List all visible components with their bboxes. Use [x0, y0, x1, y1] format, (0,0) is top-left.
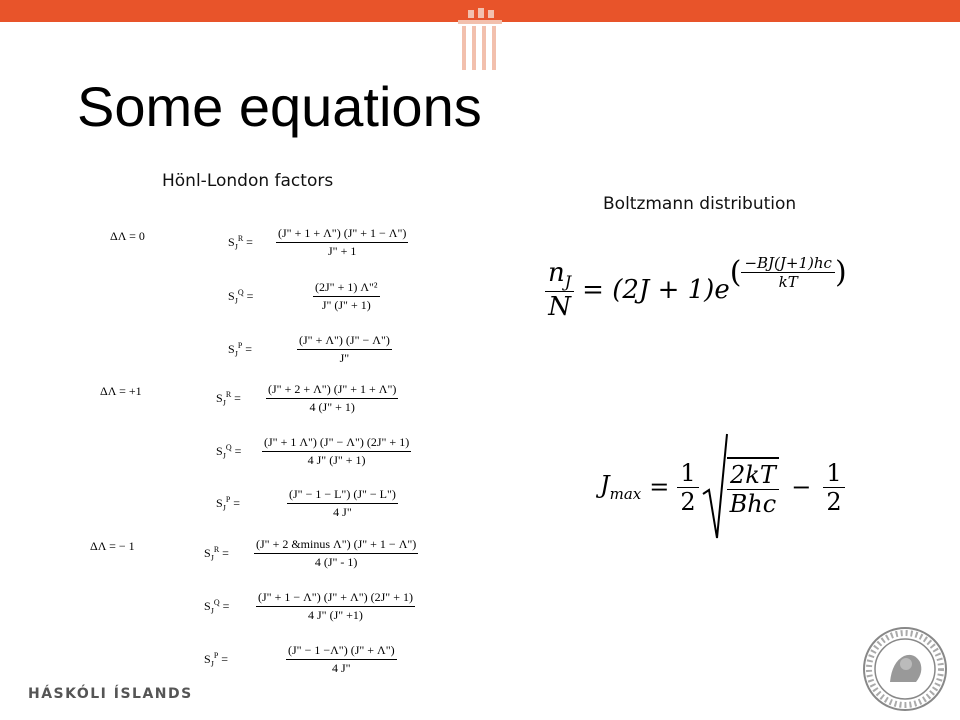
line-strength-symbol: $S_J^R$ =: [228, 234, 253, 252]
jmax-symbol: $J_{max}$: [600, 471, 642, 503]
line-strength-symbol: $S_J^P$ =: [204, 651, 229, 669]
equation-fraction: $\frac{(J" - 1 -\Lambda") (J" + \Lambda")}{4 J"}$: [288, 643, 395, 675]
half-fraction: $\frac{1}{2}$: [823, 459, 844, 516]
boltzmann-rhs: = (2J + 1)e: [582, 275, 730, 306]
line-strength-symbol: $S_J^P$ =: [228, 341, 253, 359]
slide-title: Some equations: [77, 75, 482, 138]
university-seal-icon: [862, 626, 948, 712]
square-root-icon: [701, 432, 729, 542]
delta-lambda-label: ΔΛ = − 1: [90, 539, 135, 553]
delta-lambda-label: ΔΛ = +1: [100, 384, 142, 398]
line-strength-symbol: $S_J^Q$ =: [204, 598, 230, 616]
boltzmann-heading: Boltzmann distribution: [603, 194, 797, 214]
line-strength-symbol: $S_J^Q$ =: [216, 443, 242, 461]
equation-fraction: $\frac{\text{(2J" + 1) Λ"²}}{J" (J" + 1)}$: [315, 280, 378, 312]
equation-fraction: $\frac{(J" - 1 - L") (J" - L")}{4 J"}$: [289, 487, 396, 519]
boltzmann-exponent: ( −BJ(J+1)hc kT ): [729, 253, 847, 291]
equation-fraction: $\frac{(J" + 2 + \Lambda") (J" + 1 + \Lambda")}{4 (J" + 1)}$: [268, 382, 397, 414]
line-strength-symbol: $S_J^R$ =: [204, 545, 229, 563]
root-fraction: 2kT Bhc: [727, 457, 780, 518]
line-strength-symbol: $S_J^R$ =: [216, 390, 241, 408]
boltzmann-equation: [545, 253, 847, 323]
equation-fraction: $\frac{(J" + \Lambda") (J" - \Lambda")}{J"}$: [299, 333, 390, 365]
boltzmann-lhs-fraction: $\frac{n_J}{N}$: [545, 258, 574, 322]
honl-london-heading: Hönl-London factors: [162, 171, 334, 191]
university-name: HÁSKÓLI ÍSLANDS: [28, 686, 193, 702]
equation-fraction: $\frac{(J" + 1 - \Lambda") (J" + \Lambda") (2J" + 1)}{4 J" (J" +1)}$: [258, 590, 413, 622]
equation-fraction: (J" + 2 &minus Λ") (J" + 1 − Λ") 4 (J" - 1): [256, 537, 417, 569]
half-fraction: $\frac{1}{2}$: [677, 459, 698, 516]
jmax-equation: $J_{max}$ = $\frac{1}{2}$ 2kT Bhc − $\frac{1}{2}$: [600, 432, 845, 542]
delta-lambda-label: ΔΛ = 0: [110, 229, 145, 243]
line-strength-symbol: $S_J^Q$ =: [228, 288, 254, 306]
equation-fraction: $\frac{(J" + 1 \Lambda") (J" - \Lambda") (2J" + 1)}{4 J" (J" + 1)}$: [264, 435, 410, 467]
line-strength-symbol: $S_J^P$ =: [216, 495, 241, 513]
equation-fraction: $\frac{(J" + 1 + \Lambda") (J" + 1 - \Lambda")}{J" + 1}$: [278, 226, 407, 258]
